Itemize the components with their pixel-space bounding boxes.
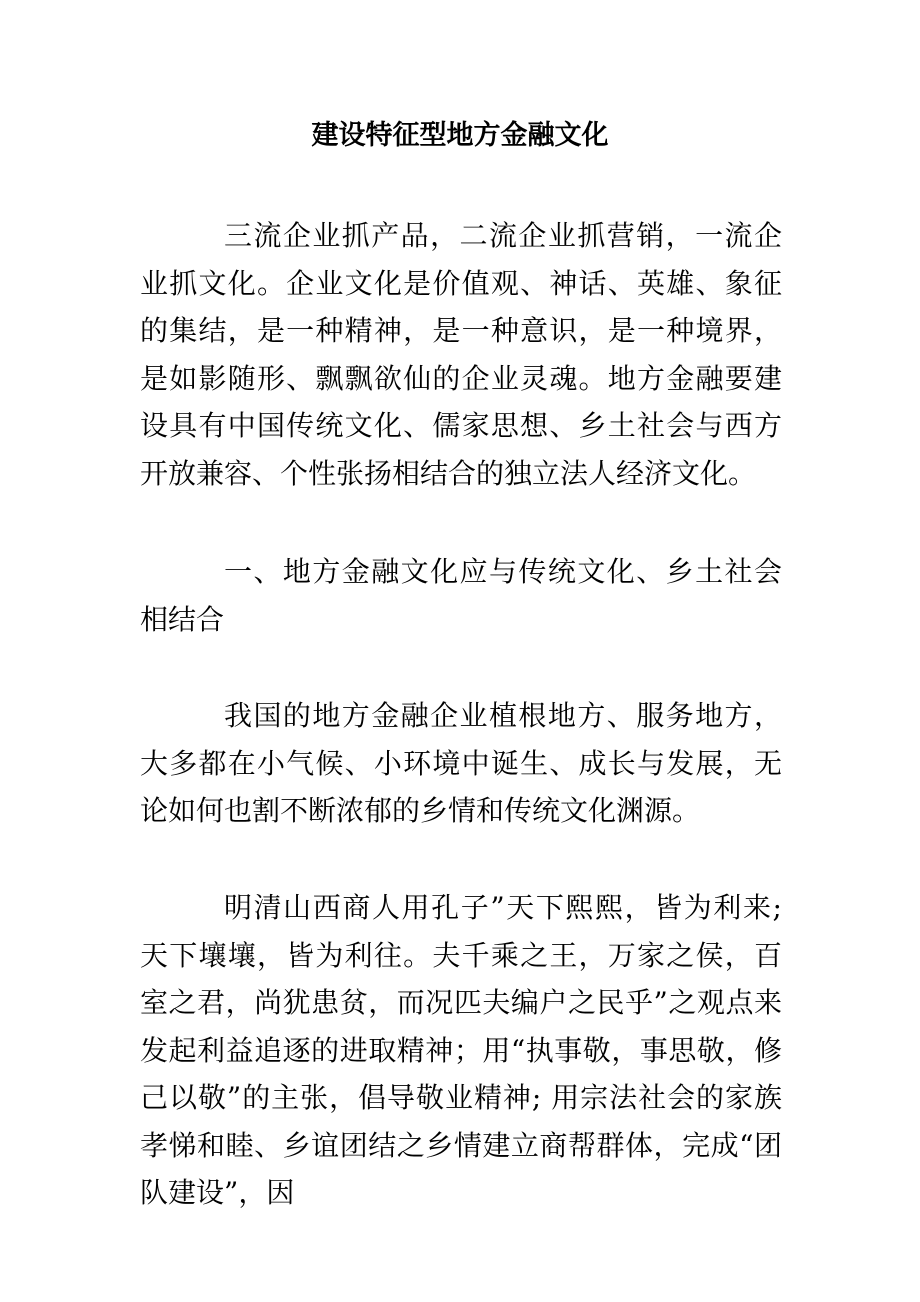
- section-heading-1: 一、地方金融文化应与传统文化、乡土社会相结合: [140, 555, 782, 636]
- document-title: 建设特征型地方金融文化: [311, 120, 609, 151]
- paragraph-local-roots: 我国的地方金融企业植根地方、服务地方，大多都在小气候、小环境中诞生、成长与发展，无论如何也割不断浓郁的乡情和传统文化渊源。: [140, 699, 782, 827]
- paragraph-intro: 三流企业抓产品，二流企业抓营销，一流企业抓文化。企业文化是价值观、神话、英雄、象征的集结，是一种精神，是一种意识，是一种境界，是如影随形、飘飘欲仙的企业灵魂。地方金融要建设具有中国传统文化、儒家思想、乡土社会与西方开放兼容、个性张扬相结合的独立法人经济文化。: [140, 219, 782, 490]
- paragraph-shanxi-merchants: 明清山西商人用孔子”天下熙熙，皆为利来; 天下壤壤，皆为利往。夫千乘之王，万家之侯，百室之君，尚犹患贫，而况匹夫编户之民乎”之观点来发起利益追逐的进取精神；用“执事敬，事思敬，修己以敬”的主张，倡导敬业精神; 用宗法社会的家族孝悌和睦、乡谊团结之乡情建立商帮群体，完成“团队建设”，因: [140, 891, 782, 1209]
